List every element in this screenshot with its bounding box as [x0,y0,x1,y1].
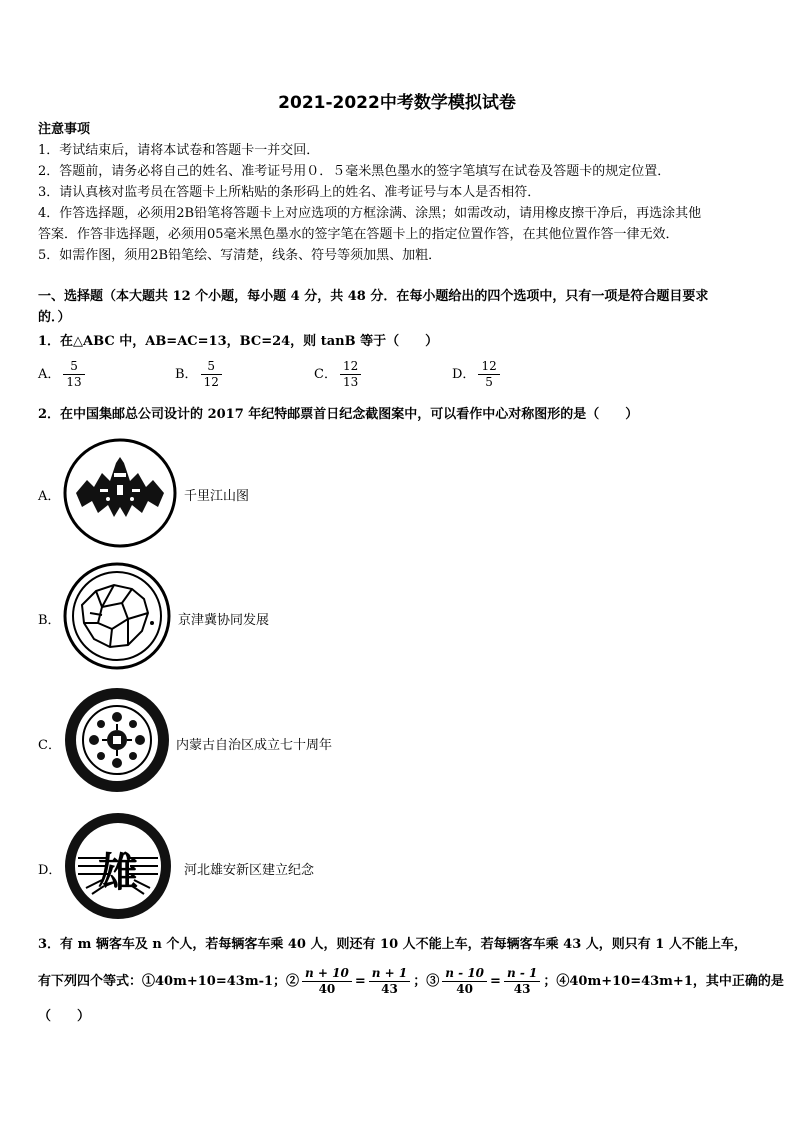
q2-option-c-caption: 内蒙古自治区成立七十周年 [176,738,333,753]
question-3-answer-blank: （ ） [38,1009,91,1024]
page-title: 2021-2022中考数学模拟试卷 [278,93,516,113]
q2-option-b-label[interactable]: B． [38,613,61,628]
fraction [63,359,84,390]
denominator: 13 [342,375,359,389]
q1-option-b[interactable] [175,359,225,390]
question-1-stem: 1．在△ABC 中，AB=AC=13，BC=24，则 tanB 等于（ ） [38,334,439,349]
denominator: 12 [203,375,219,389]
q2-option-c-label[interactable]: C． [38,738,61,753]
numerator: 5 [201,359,222,375]
stamp-d-image[interactable] [62,810,174,922]
fraction [442,966,487,997]
notice-item: 1．考试结束后，请将本试卷和答题卡一并交回． [38,143,320,158]
fraction [478,359,499,390]
option-label: A． [38,367,61,382]
q3-suffix: ；④40m+10=43m+1，其中正确的是 [543,974,784,989]
fraction [504,966,540,997]
q1-option-a[interactable] [38,359,88,390]
q2-option-a-caption: 千里江山图 [184,489,250,504]
notice-item: 2．答题前，请务必将自己的姓名、准考证号用０．５毫米黑色墨水的签字笔填写在试卷及答题卡的规定位置． [38,164,671,179]
numerator: 12 [478,359,499,375]
option-label: D． [452,367,476,382]
question-3-stem: 3．有 m 辆客车及 n 个人，若每辆客车乘 40 人，则还有 10 人不能上车，若每辆客车乘 43 人，则只有 1 人不能上车， [38,937,747,952]
fraction [340,359,361,390]
numerator: n - 10 [442,966,487,982]
stamp-d-character: 雄 [98,850,138,896]
q2-option-d-caption: 河北雄安新区建立纪念 [184,863,315,878]
fraction [302,966,352,997]
notice-item: 3．请认真核对监考员在答题卡上所粘贴的条形码上的姓名、准考证号与本人是否相符． [38,185,541,200]
stamp-c-image[interactable] [62,684,172,796]
q3-prefix: 有下列四个等式：①40m+10=43m-1；② [38,974,300,989]
stamp-b-image[interactable] [62,561,172,671]
notice-item: 5．如需作图，须用2B铅笔绘、写清楚，线条、符号等须加黑、加粗． [38,248,442,263]
q1-option-c[interactable] [314,359,364,390]
question-2-stem: 2．在中国集邮总公司设计的 2017 年纪特邮票首日纪念截图案中，可以看作中心对称图形的是（ ） [38,407,639,422]
notice-item: 4．作答选择题，必须用2B铅笔将答题卡上对应选项的方框涂满、涂黑；如需改动，请用橡皮擦干净后，再选涂其他 [38,206,702,221]
denominator: 40 [318,982,336,996]
q2-option-a-label[interactable]: A． [38,489,61,504]
fraction [369,966,410,997]
denominator: 43 [513,982,531,996]
denominator: 5 [485,375,493,389]
section-heading-cont: 的．） [38,310,71,325]
option-label: C． [314,367,337,382]
notice-heading: 注意事项 [38,122,91,137]
numerator: 5 [63,359,84,375]
q2-option-b-caption: 京津冀协同发展 [178,613,270,628]
fraction [201,359,222,390]
numerator: n - 1 [504,966,540,982]
notice-item: 答案．作答非选择题，必须用05毫米黑色墨水的签字笔在答题卡上的指定位置作答，在其他位置作答一律无效． [38,227,679,242]
equals-sign: = [490,974,501,989]
numerator: n + 1 [369,966,410,982]
question-3-equations [38,966,784,998]
denominator: 40 [456,982,473,996]
equals-sign: = [354,974,366,989]
numerator: n + 10 [302,966,352,982]
q2-option-d-label[interactable]: D． [38,863,62,878]
denominator: 13 [66,375,82,389]
numerator: 12 [340,359,361,375]
q1-option-d[interactable] [452,359,503,390]
option-label: B． [175,367,198,382]
denominator: 43 [381,982,398,996]
stamp-a-image[interactable] [62,437,178,549]
section-heading: 一、选择题（本大题共 12 个小题，每小题 4 分，共 48 分．在每小题给出的四个选项中，只有一项是符合题目要求 [38,289,709,304]
separator: ；③ [413,974,440,989]
